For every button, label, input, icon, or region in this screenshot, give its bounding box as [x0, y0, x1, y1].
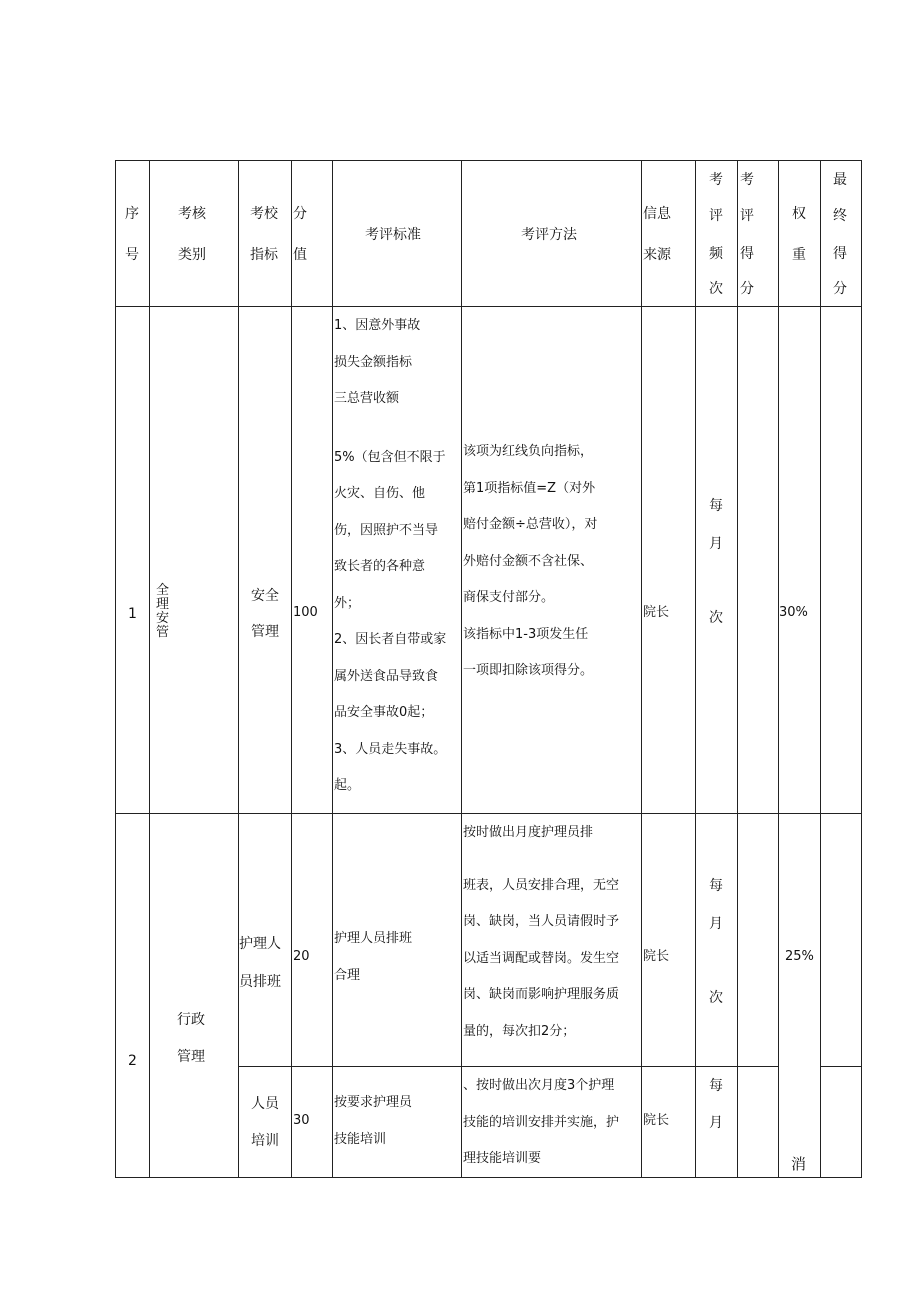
row2b-method-line: 、按时做出次月度3个护理 — [463, 1078, 615, 1093]
row2b-indicator-2: 培训 — [251, 1133, 279, 1149]
row1-method-line: 外赔付金额不含社保、 — [463, 553, 594, 569]
row2b-method-line: 理技能培训要 — [463, 1151, 542, 1166]
row1-frequency-1: 每 — [709, 498, 723, 514]
col-divider-4 — [332, 160, 333, 1178]
header-frequency-1: 考 — [709, 172, 723, 188]
row1-category-2: 理 — [156, 597, 170, 612]
header-score-1: 分 — [293, 206, 307, 222]
row1-frequency-3: 次 — [709, 610, 723, 626]
header-eval-score-4: 分 — [740, 281, 754, 297]
header-final-score-4: 分 — [833, 281, 847, 297]
row2b-indicator-1: 人员 — [251, 1096, 279, 1112]
assessment-table — [115, 160, 862, 1178]
row2b-method — [463, 1068, 619, 1178]
header-criteria: 考评标准 — [365, 227, 421, 243]
header-eval-score-1: 考 — [740, 172, 754, 188]
row2a-frequency-2: 月 — [709, 916, 723, 932]
row1-criteria-line: 属外送食品导致食 — [334, 668, 439, 684]
header-row-divider — [115, 306, 862, 307]
table-border-left — [115, 160, 116, 1178]
row2a-method-line: 岗、缺岗而影响护理服务质 — [463, 987, 620, 1002]
header-final-score-2: 终 — [833, 208, 847, 224]
row2-category-1: 行政 — [177, 1012, 205, 1028]
row2a-method-line: 量的，每次扣2分； — [463, 1023, 576, 1039]
row1-indicator-2: 管理 — [251, 624, 279, 640]
header-weight-2: 重 — [792, 247, 806, 263]
row1-criteria-line: 起。 — [334, 778, 361, 793]
row2b-score: 30 — [293, 1113, 310, 1128]
header-category-1: 考核 — [178, 206, 206, 222]
row2a-method-line: 按时做出月度护理员排 — [463, 825, 594, 840]
header-category-2: 类别 — [178, 247, 206, 263]
header-indicator-2: 指标 — [250, 247, 278, 263]
table-border-right — [861, 160, 862, 1178]
row1-criteria-line: 5%（包含但不限于 — [334, 449, 446, 465]
row2a-criteria-1: 护理人员排班 — [334, 931, 413, 946]
header-eval-score-3: 得 — [740, 246, 754, 262]
row2b-criteria-2: 技能培训 — [334, 1132, 387, 1147]
col-divider-7 — [695, 160, 696, 1178]
row2a-method-line: 以适当调配或替岗。发生空 — [463, 950, 620, 966]
row2b-frequency-1: 每 — [709, 1078, 723, 1094]
row1-criteria-line: 三总营收额 — [334, 391, 400, 406]
row1-method-line: 一项即扣除该项得分。 — [463, 663, 594, 678]
row1-category-4: 管 — [156, 625, 170, 640]
header-source-2: 来源 — [643, 247, 671, 263]
row1-criteria-line: 致长者的各种意 — [334, 559, 426, 574]
row2-seq: 2 — [128, 1053, 137, 1069]
header-score-2: 值 — [293, 247, 307, 263]
row1-method — [463, 434, 597, 690]
header-eval-score-2: 评 — [740, 208, 754, 224]
row1-criteria — [334, 308, 446, 805]
col-divider-9 — [778, 160, 779, 1178]
header-method: 考评方法 — [521, 227, 577, 243]
row2b-frequency-2: 月 — [709, 1115, 723, 1131]
row2a-method-line: 岗、缺岗，当人员请假时予 — [463, 914, 620, 929]
row2a-indicator-2: 员排班 — [239, 974, 281, 990]
header-seq-1: 序 — [125, 206, 139, 222]
header-frequency-4: 次 — [709, 281, 723, 297]
row1-source: 院长 — [643, 605, 670, 620]
row2a-criteria-2: 合理 — [334, 968, 361, 983]
header-seq-2: 号 — [125, 247, 139, 263]
row1-category-1: 全 — [156, 583, 170, 598]
header-frequency-2: 评 — [709, 208, 723, 224]
row1-indicator-1: 安全 — [251, 588, 279, 604]
row1-seq: 1 — [128, 606, 137, 622]
row1-criteria-line: 火灾、自伤、他 — [334, 486, 426, 501]
row2b-source: 院长 — [643, 1113, 670, 1128]
row1-criteria-line — [334, 418, 446, 440]
row1-method-line: 该项为红线负向指标， — [463, 444, 594, 459]
row1-method-line: 赔付金额÷总营收），对 — [463, 517, 598, 532]
header-frequency-3: 频 — [709, 246, 723, 262]
row1-criteria-line: 损失金额指标 — [334, 354, 413, 370]
row2a-source: 院长 — [643, 949, 670, 964]
row2-category-2: 管理 — [177, 1049, 205, 1065]
row1-method-line: 第1项指标值=Z（对外 — [463, 480, 596, 496]
col-divider-10 — [820, 160, 821, 1178]
row1-method-line: 该指标中1-3项发生任 — [463, 626, 589, 642]
header-weight-1: 权 — [792, 206, 806, 222]
subrow-divider-right — [820, 1066, 862, 1067]
col-divider-5 — [461, 160, 462, 1178]
row2a-indicator-1: 护理人 — [239, 936, 281, 952]
row2a-score: 20 — [293, 949, 310, 964]
header-final-score-3: 得 — [833, 246, 847, 262]
row2b-weight: 消 — [791, 1155, 807, 1173]
table-border-top — [115, 160, 862, 161]
row1-score: 100 — [293, 605, 318, 620]
col-divider-8 — [737, 160, 738, 1178]
row2b-criteria-1: 按要求护理员 — [334, 1095, 413, 1110]
col-divider-6 — [641, 160, 642, 1178]
header-indicator-1: 考校 — [250, 206, 278, 222]
row1-divider — [115, 813, 862, 814]
row1-criteria-line: 1、因意外事故 — [334, 318, 421, 333]
header-final-score-1: 最 — [833, 172, 847, 188]
row1-criteria-line: 外； — [334, 595, 361, 611]
header-source-1: 信息 — [643, 206, 671, 222]
row1-criteria-line: 品安全事故0起； — [334, 705, 434, 720]
row2a-method-line — [463, 852, 619, 868]
row1-method-line: 商保支付部分。 — [463, 590, 555, 605]
row2a-frequency-1: 每 — [709, 878, 723, 894]
row1-criteria-line: 伤，因照护不当导 — [334, 522, 439, 538]
row1-category-3: 安 — [156, 611, 170, 626]
row2a-method-line: 班表，人员安排合理，无空 — [463, 877, 620, 893]
row1-criteria-line: 2、因长者自带或家 — [334, 632, 447, 647]
row1-weight: 30% — [779, 605, 808, 620]
row2a-frequency-3: 次 — [709, 990, 723, 1006]
row1-criteria-line: 3、人员走失事故。 — [334, 741, 447, 757]
row2a-weight: 25% — [785, 949, 814, 964]
subrow-divider-left — [238, 1066, 778, 1067]
col-divider-2 — [238, 160, 239, 1178]
col-divider-3 — [291, 160, 292, 1178]
row2a-method — [463, 815, 619, 1050]
row2b-method-line: 技能的培训安排并实施，护 — [463, 1114, 620, 1130]
col-divider-1 — [149, 160, 150, 1178]
row1-frequency-2: 月 — [709, 536, 723, 552]
